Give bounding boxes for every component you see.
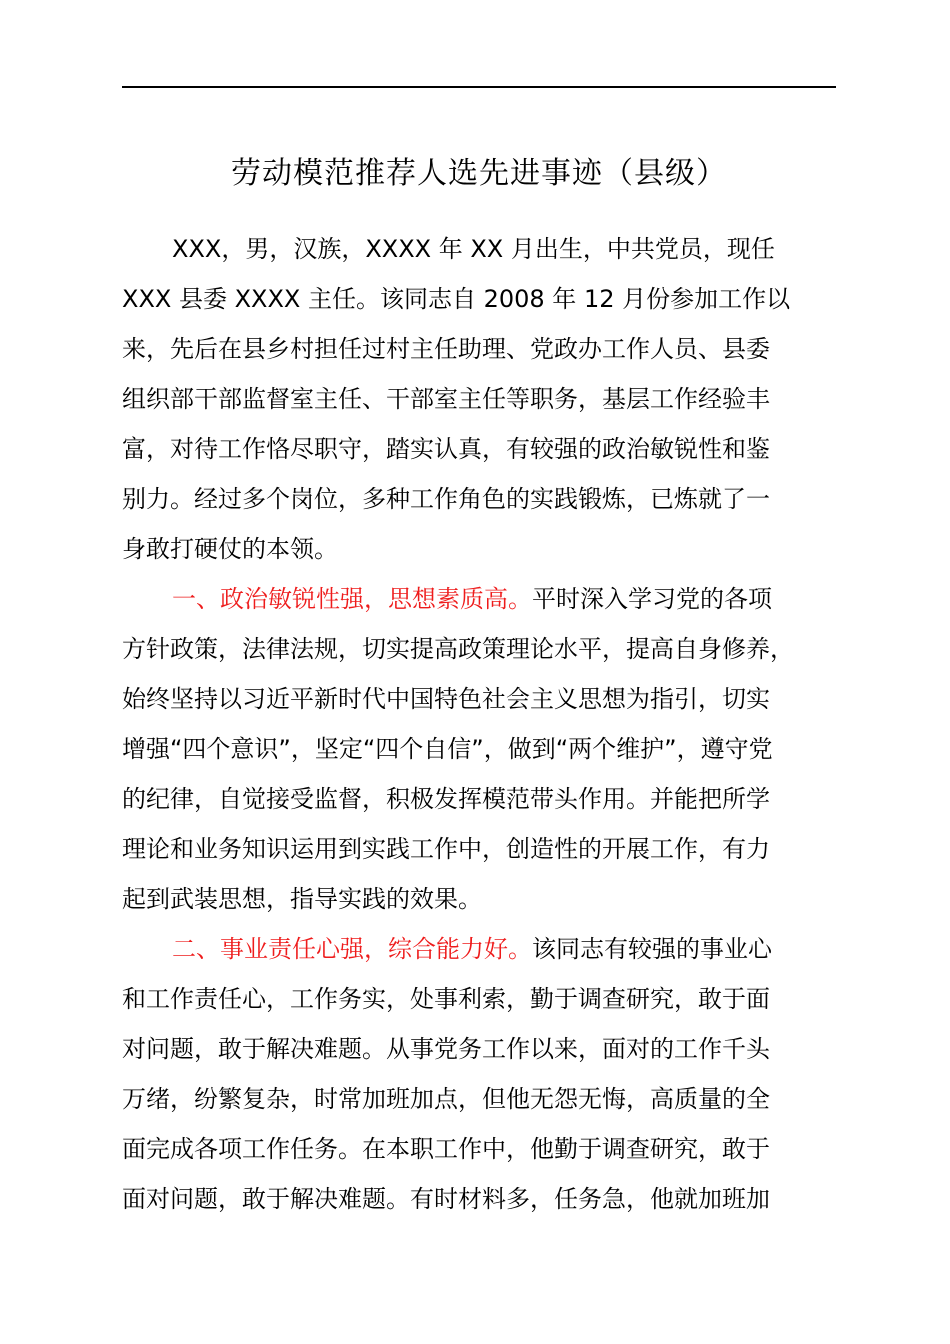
- line-text: 方针政策，法律法规，切实提高政策理论水平，提高自身修养，: [122, 635, 794, 663]
- paragraph-line: [122, 424, 770, 474]
- line-text: 万绪，纷繁复杂，时常加班加点，但他无怨无悔，高质量的全: [122, 1085, 770, 1113]
- paragraph-line: [122, 774, 770, 824]
- paragraph-line: [122, 724, 773, 774]
- paragraph-line: [122, 1124, 770, 1174]
- paragraph-line: [122, 1074, 770, 1124]
- line-text: XXX 县委 XXXX 主任。该同志自 2008 年 12 月份参加工作以: [122, 285, 791, 313]
- paragraph-line: [172, 224, 775, 274]
- line-text: 起到武装思想，指导实践的效果。: [122, 885, 482, 913]
- paragraph-line: [122, 824, 770, 874]
- section-heading-1: 一、政治敏锐性强，思想素质高。: [172, 585, 532, 613]
- line-text: 对问题，敢于解决难题。从事党务工作以来，面对的工作千头: [122, 1035, 770, 1063]
- paragraph-line: [122, 624, 794, 674]
- line-text: 增强“四个意识”，坚定“四个自信”，做到“两个维护”，遵守党: [122, 735, 773, 763]
- line-text: 该同志有较强的事业心: [532, 935, 772, 963]
- line-text: 平时深入学习党的各项: [532, 585, 772, 613]
- line-text: 别力。经过多个岗位，多种工作角色的实践锻炼，已炼就了一: [122, 485, 770, 513]
- line-text: XXX，男，汉族，XXXX 年 XX 月出生，中共党员，现任: [172, 235, 775, 263]
- line-text: 始终坚持以习近平新时代中国特色社会主义思想为指引，切实: [122, 685, 770, 713]
- paragraph-line: [122, 1024, 770, 1074]
- paragraph-line: [122, 324, 770, 374]
- paragraph-line: [122, 974, 770, 1024]
- line-text: 面对问题，敢于解决难题。有时材料多，任务急，他就加班加: [122, 1185, 770, 1213]
- paragraph-line: [122, 474, 770, 524]
- line-text: 和工作责任心，工作务实，处事利索，勤于调查研究，敢于面: [122, 985, 770, 1013]
- section-heading-2: 二、事业责任心强，综合能力好。: [172, 935, 532, 963]
- paragraph-line: [172, 924, 772, 974]
- header-rule: [122, 86, 836, 88]
- paragraph-line: [122, 874, 482, 924]
- paragraph-line: [122, 674, 770, 724]
- paragraph-line: [122, 524, 338, 574]
- paragraph-line: [172, 574, 772, 624]
- paragraph-line: [122, 1174, 770, 1224]
- line-text: 理论和业务知识运用到实践工作中，创造性的开展工作，有力: [122, 835, 770, 863]
- paragraph-line: [122, 374, 770, 424]
- line-text: 来，先后在县乡村担任过村主任助理、党政办工作人员、县委: [122, 335, 770, 363]
- page-title: 劳动模范推荐人选先进事迹（县级）: [231, 156, 727, 191]
- paragraph-line: [122, 274, 790, 324]
- line-text: 面完成各项工作任务。在本职工作中，他勤于调查研究，敢于: [122, 1135, 770, 1163]
- line-text: 的纪律，自觉接受监督，积极发挥模范带头作用。并能把所学: [122, 785, 770, 813]
- line-text: 富，对待工作恪尽职守，踏实认真，有较强的政治敏锐性和鉴: [122, 435, 770, 463]
- line-text: 身敢打硬仗的本领。: [122, 535, 338, 563]
- line-text: 组织部干部监督室主任、干部室主任等职务，基层工作经验丰: [122, 385, 770, 413]
